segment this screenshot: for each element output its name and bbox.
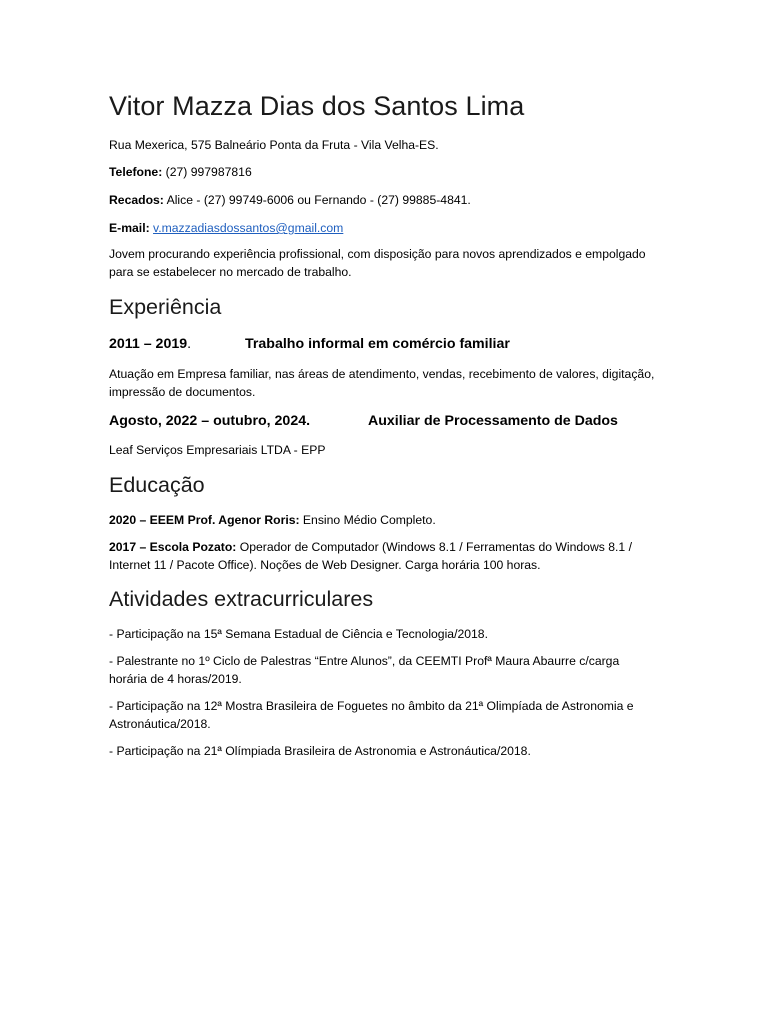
activities-heading: Atividades extracurriculares xyxy=(109,587,374,611)
job-1-period-suffix: . xyxy=(187,336,192,352)
job-2-description: Leaf Serviços Empresariais LTDA - EPP xyxy=(109,443,326,457)
messages-line xyxy=(109,191,471,209)
messages-label: Recados: xyxy=(109,193,164,207)
education-heading: Educação xyxy=(109,473,205,497)
job-2-period: Agosto, 2022 – outubro, 2024. xyxy=(109,413,311,429)
phone-value: (27) 997987816 xyxy=(162,165,252,179)
messages-value: Alice - (27) 99749-6006 ou Fernando - (27) 99885-4841. xyxy=(163,193,471,207)
activity-item-4: - Participação na 21ª Olímpiada Brasileira de Astronomia e Astronáutica/2018. xyxy=(109,744,531,758)
phone-label: Telefone: xyxy=(109,165,163,179)
job-1-header xyxy=(109,334,510,354)
email-label: E-mail: xyxy=(109,221,150,235)
education-item-2 xyxy=(109,538,659,574)
activity-item-3: - Participação na 12ª Mostra Brasileira de Foguetes no âmbito da 21ª Olimpíada de Astronomia e Astronáutica/2018. xyxy=(109,699,634,731)
activity-item-2: - Palestrante no 1º Ciclo de Palestras “Entre Alunos”, da CEEMTI Profª Maura Abaurre c/carga horária de 4 horas/2019. xyxy=(109,654,620,686)
experience-heading: Experiência xyxy=(109,295,222,319)
education-item-2-label: 2017 – Escola Pozato: xyxy=(109,540,237,554)
job-1-period: 2011 – 2019 xyxy=(109,336,188,352)
candidate-name: Vitor Mazza Dias dos Santos Lima xyxy=(109,91,525,121)
education-item-1-label: 2020 – EEEM Prof. Agenor Roris: xyxy=(109,513,300,527)
summary-paragraph: Jovem procurando experiência profissional, com disposição para novos aprendizados e empolgado para se estabelecer no mercado de trabalho. xyxy=(109,247,646,279)
education-item-1 xyxy=(109,511,436,529)
email-line xyxy=(109,219,343,237)
job-1-title: Trabalho informal em comércio familiar xyxy=(245,336,510,352)
address-line: Rua Mexerica, 575 Balneário Ponta da Fruta - Vila Velha-ES. xyxy=(109,138,439,152)
education-item-2-text: Operador de Computador (Windows 8.1 / Ferramentas do Windows 8.1 / Internet 11 / Pacote Office). Noções de Web Designer. Carga horária 100 horas. xyxy=(109,540,632,572)
activity-item-1: - Participação na 15ª Semana Estadual de Ciência e Tecnologia/2018. xyxy=(109,627,488,641)
job-1-description: Atuação em Empresa familiar, nas áreas de atendimento, vendas, recebimento de valores, digitação, impressão de documentos. xyxy=(109,367,655,399)
phone-line xyxy=(109,163,252,181)
job-2-title: Auxiliar de Processamento de Dados xyxy=(368,413,618,429)
job-2-header xyxy=(109,411,618,431)
education-item-1-text: Ensino Médio Completo. xyxy=(299,513,436,527)
email-link[interactable]: v.mazzadiasdossantos@gmail.com xyxy=(153,221,344,235)
